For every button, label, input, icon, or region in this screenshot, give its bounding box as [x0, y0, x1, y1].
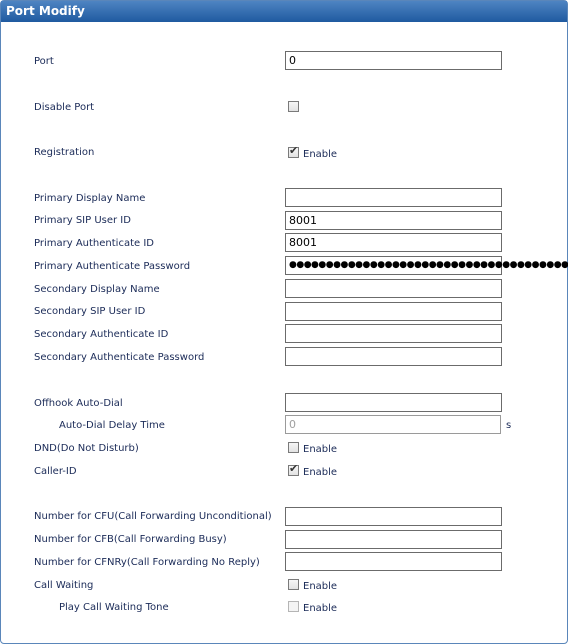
primary-display-name-label: Primary Display Name	[34, 193, 146, 204]
dnd-enable-label: Enable	[303, 444, 338, 455]
secondary-auth-password-label: Secondary Authenticate Password	[34, 352, 205, 363]
dnd-checkbox[interactable]	[288, 442, 299, 453]
play-cw-tone-checkbox[interactable]	[288, 601, 299, 612]
check-mark-icon: ✔	[289, 144, 299, 157]
port-input[interactable]: 0	[285, 51, 502, 70]
offhook-auto-dial-label: Offhook Auto-Dial	[34, 398, 123, 409]
primary-auth-password-label: Primary Authenticate Password	[34, 261, 191, 272]
disable-port-checkbox[interactable]	[288, 101, 299, 112]
primary-sip-user-id-input[interactable]: 8001	[285, 211, 502, 230]
check-mark-icon: ✔	[289, 462, 299, 475]
play-cw-tone-enable-label: Enable	[303, 603, 338, 614]
cfu-input[interactable]	[285, 507, 502, 526]
registration-enable-label: Enable	[303, 149, 338, 160]
auto-dial-delay-label: Auto-Dial Delay Time	[59, 420, 165, 431]
caller-id-label: Caller-ID	[34, 466, 77, 477]
disable-port-label: Disable Port	[34, 102, 95, 113]
secondary-auth-id-input[interactable]	[285, 324, 502, 343]
secondary-auth-password-input[interactable]	[285, 347, 502, 366]
auto-dial-delay-unit: s	[506, 420, 512, 431]
registration-label: Registration	[34, 147, 95, 158]
primary-sip-user-id-label: Primary SIP User ID	[34, 215, 131, 226]
cfb-label: Number for CFB(Call Forwarding Busy)	[34, 534, 227, 545]
cfnry-input[interactable]	[285, 552, 502, 571]
secondary-sip-user-id-input[interactable]	[285, 302, 502, 321]
cfu-label: Number for CFU(Call Forwarding Unconditional)	[34, 511, 272, 522]
offhook-auto-dial-input[interactable]	[285, 393, 502, 412]
cfnry-label: Number for CFNRy(Call Forwarding No Reply)	[34, 557, 260, 568]
play-cw-tone-label: Play Call Waiting Tone	[59, 602, 169, 613]
call-waiting-checkbox[interactable]	[288, 579, 299, 590]
secondary-auth-id-label: Secondary Authenticate ID	[34, 329, 169, 340]
dnd-label: DND(Do Not Disturb)	[34, 443, 139, 454]
port-label: Port	[34, 56, 54, 67]
primary-display-name-input[interactable]	[285, 188, 502, 207]
cfb-input[interactable]	[285, 530, 502, 549]
secondary-display-name-label: Secondary Display Name	[34, 284, 160, 295]
secondary-sip-user-id-label: Secondary SIP User ID	[34, 306, 146, 317]
primary-auth-password-input[interactable]: ●●●●●●●●●●●●●●●●●●●●●●●●●●●●●●●●●●●●●●	[285, 256, 502, 275]
secondary-display-name-input[interactable]	[285, 279, 502, 298]
panel-title: Port Modify	[1, 1, 567, 22]
caller-id-checkbox[interactable]	[288, 462, 299, 476]
caller-id-enable-label: Enable	[303, 467, 338, 478]
call-waiting-enable-label: Enable	[303, 581, 338, 592]
primary-auth-id-input[interactable]: 8001	[285, 233, 502, 252]
call-waiting-label: Call Waiting	[34, 580, 94, 591]
auto-dial-delay-input[interactable]: 0	[285, 415, 501, 434]
registration-checkbox[interactable]	[288, 144, 299, 158]
primary-auth-id-label: Primary Authenticate ID	[34, 238, 154, 249]
